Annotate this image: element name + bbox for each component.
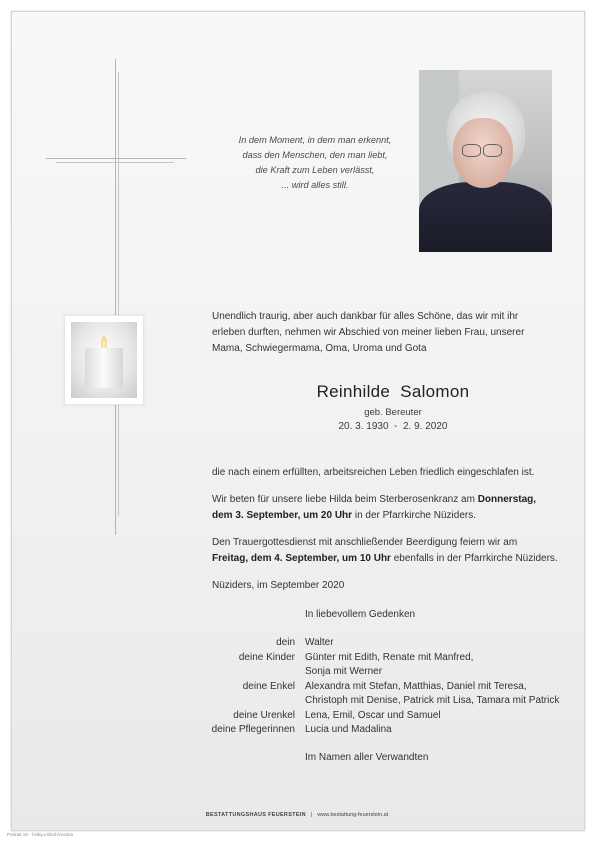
quote-line: die Kraft zum Leben verlässt, [255, 165, 375, 175]
family-members: Günter mit Edith, Renate mit Manfred, [305, 652, 474, 663]
life-dates: 20. 3. 1930 - 2. 9. 2020 [338, 421, 448, 432]
candle-icon [85, 348, 123, 388]
funeral-home-name: BESTATTUNGSHAUS FEUERSTEIN [205, 812, 306, 818]
funeral-line-2: Freitag, dem 4. September, um 10 Uhr ebenfalls in der Pfarrkirche Nüziders. [212, 553, 558, 564]
quote-line: ... wird alles still. [281, 180, 349, 190]
cross-vertical-line-inner [118, 72, 119, 516]
birth-name: geb. Bereuter [364, 407, 422, 418]
family-relation: deine Enkel [242, 681, 295, 692]
family-relation: dein [276, 637, 295, 648]
family-members: Alexandra mit Stefan, Matthias, Daniel mit Teresa, [305, 681, 527, 692]
website-link[interactable]: www.bestattung-feuerstein.at [317, 812, 389, 818]
cross-horizontal-line [46, 158, 186, 159]
passed-text: die nach einem erfüllten, arbeitsreichen Leben friedlich eingeschlafen ist. [212, 467, 535, 478]
footer-separator: | [310, 812, 313, 818]
rosary-line-1: Wir beten für unsere liebe Hilda beim Sterberosenkranz am Donnerstag, [212, 494, 537, 505]
quote-line: In dem Moment, in dem man erkennt, [238, 135, 392, 145]
candle-image [64, 315, 144, 405]
intro-line: Unendlich traurig, aber auch dankbar für alles Schöne, das wir mit ihr [212, 311, 519, 322]
cross-vertical-line [115, 59, 116, 535]
quote-line: dass den Menschen, den man liebt, [242, 150, 388, 160]
funeral-line-1: Den Trauergottesdienst mit anschließender Beerdigung feiern wir am [212, 537, 518, 548]
place-date: Nüziders, im September 2020 [212, 580, 345, 591]
family-relation: deine Urenkel [233, 710, 295, 721]
family-members: Lucia und Madalina [305, 724, 392, 735]
family-members: Christoph mit Denise, Patrick mit Lisa, Tamara mit Patrick [305, 695, 560, 706]
intro-text [212, 309, 542, 357]
family-members: Walter [305, 637, 334, 648]
memory-line: In liebevollem Gedenken [305, 609, 416, 620]
footer [11, 812, 583, 818]
rosary-line-2: dem 3. September, um 20 Uhr in der Pfarrkirche Nüziders. [212, 510, 476, 521]
family-relation: deine Kinder [238, 652, 295, 663]
intro-line: Mama, Schwiegermama, Oma, Uroma und Gota [212, 343, 427, 354]
intro-line: erleben durften, nehmen wir Abschied von meiner lieben Frau, unserer [212, 327, 525, 338]
closing-line: Im Namen aller Verwandten [305, 752, 429, 763]
cross-horizontal-line-inner [56, 162, 174, 163]
family-members: Lena, Emil, Oscar und Samuel [305, 710, 441, 721]
print-credit: Portrait 19 - ÄHby.LXtech/Austria [7, 832, 73, 837]
memorial-quote [200, 133, 430, 193]
candle-flame-icon [101, 336, 107, 348]
family-relation: deine Pflegerinnen [211, 724, 295, 735]
family-members: Sonja mit Werner [305, 666, 383, 677]
deceased-name: Reinhilde Salomon [316, 382, 470, 401]
portrait-photo [419, 70, 552, 252]
